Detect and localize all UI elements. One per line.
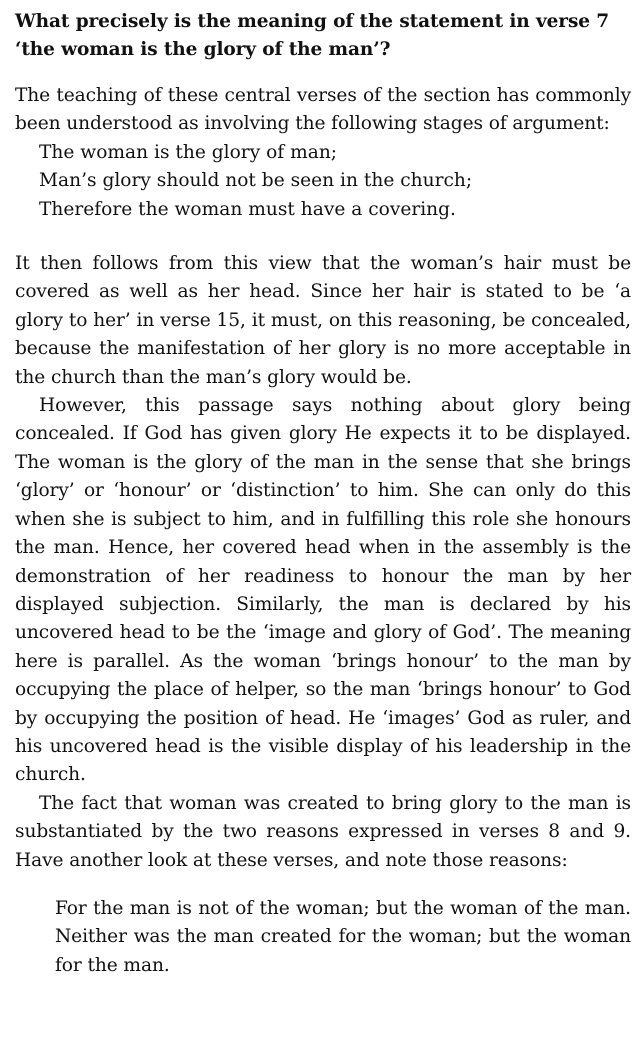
argument-step: Therefore the woman must have a covering.: [39, 198, 456, 220]
body-paragraph: It then follows from this view that the woman’s hair must be covered as well as her head. Since her hair is stated to be ‘a glory to her’ in verse 15, it must, on this reasoning, be concealed, because the manifestation of her glory is no more acceptable in the church than the man’s glory would be.: [15, 253, 631, 388]
argument-list: [39, 139, 631, 224]
argument-step: Man’s glory should not be seen in the church;: [39, 170, 473, 192]
body-paragraph: However, this passage says nothing about glory being concealed. If God has given glory He expects it to be displayed. The woman is the glory of the man in the sense that she brings ‘glory’ or ‘honour’ or ‘distinction’ to him. She can only do this when she is subject to him, and in fulfilling this role she honours the man. Hence, her covered head when in the assembly is the demonstration of her readiness to honour the man by her displayed subjection. Similarly, the man is declared by his uncovered head to be the ‘image and glory of God’. The meaning here is parallel. As the woman ‘brings honour’ to the man by occupying the place of helper, so the man ‘brings honour’ to God by occupying the position of head. He ‘images’ God as ruler, and his uncovered head is the visible display of his leadership in the church.: [15, 395, 631, 786]
argument-step: The woman is the glory of man;: [39, 141, 338, 163]
body-paragraph: The fact that woman was created to bring glory to the man is substantiated by the two reasons expressed in verses 8 and 9. Have another look at these verses, and note those reasons:: [15, 792, 631, 871]
intro-paragraph: The teaching of these central verses of the section has commonly been understood as involving the following stages of argument:: [15, 85, 631, 135]
paragraph-gap: [15, 224, 631, 250]
section-heading: What precisely is the meaning of the statement in verse 7 ‘the woman is the glory of the man’?: [15, 11, 610, 60]
scripture-quote: For the man is not of the woman; but the woman of the man. Neither was the man created for the woman; but the woman for the man.: [55, 897, 631, 976]
